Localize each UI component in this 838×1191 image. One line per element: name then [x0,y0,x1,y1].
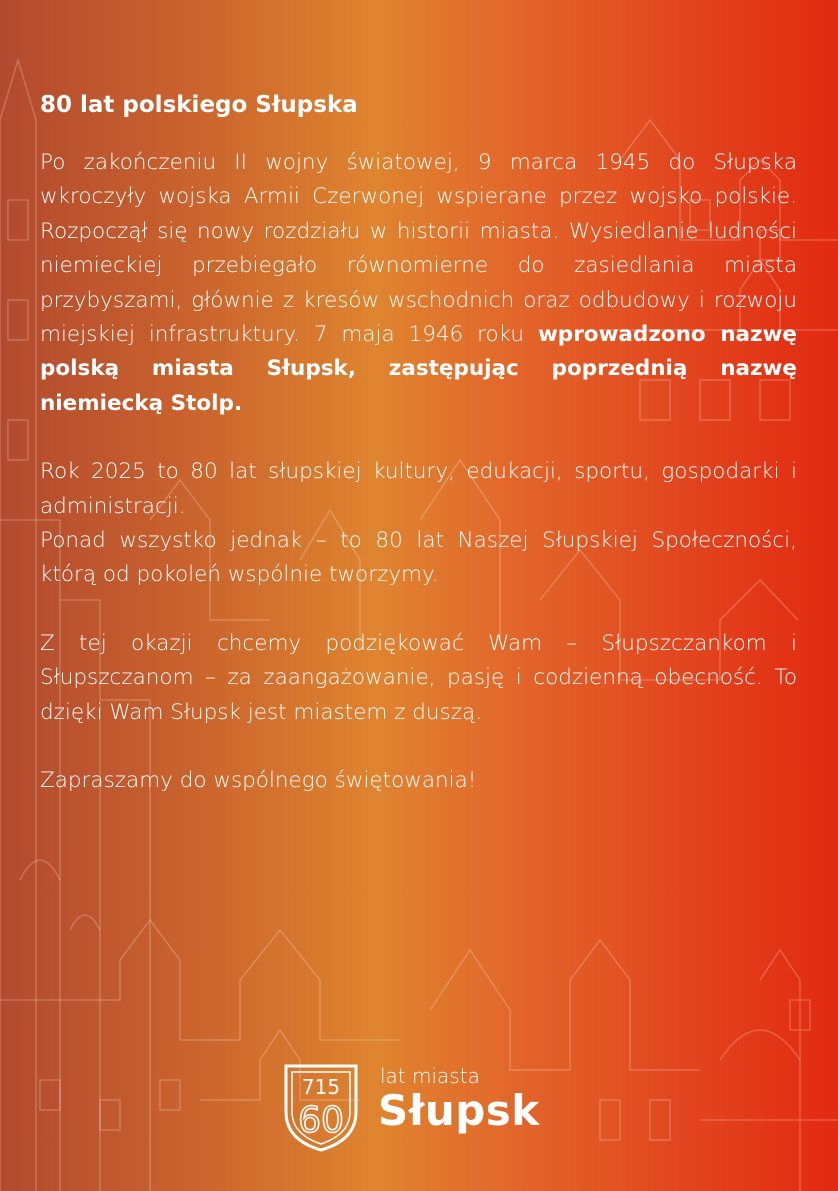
paragraph-thanks: Z tej okazji chcemy podziękować Wam – Słupszczankom i Słupszczanom – za zaangażowanie, pasję i codzienną obecność. To dzięki Wam Słupsk jest miastem z duszą. [40,630,797,725]
paragraph-history [40,146,797,421]
paragraph-history-text: Po zakończeniu II wojny światowej, 9 marca 1945 do Słupska wkroczyły wojska Armii Czerwonej wspierane przez wojsko polskie. Rozpoczął się nowy rozdziału w historii miasta. Wysiedlanie ludności niemieckiej przebiegało równomierne do zasiedlania miasta przybyszami, głównie z kresów wschodnich oraz odbudowy i rozwoju miejskiej infrastruktury. 7 maja 1946 roku [40,150,797,348]
paragraph-history-bold: wprowadzono nazwę polską miasta Słupsk, zastępując poprzednią nazwę niemiecką Stolp. [40,322,797,416]
paragraph-community: Ponad wszystko jednak – to 80 lat Naszej Słupskiej Społeczności, którą od pokoleń wspólnie tworzymy. [40,528,797,588]
emblem-main-digits: 60 [298,1100,344,1141]
shield-emblem-icon [282,1062,360,1152]
paragraph-invitation: Zapraszamy do wspólnego świętowania! [40,768,477,794]
logo-city-name: Słupsk [378,1086,540,1135]
logo-subtitle: lat miasta [380,1064,480,1088]
emblem-top-digits: 715 [301,1075,341,1099]
document-body [40,90,797,799]
page-title: 80 lat polskiego Słupska [40,92,358,118]
paragraph-anniversary: Rok 2025 to 80 lat słupskiej kultury, edukacji, sportu, gospodarki i administracji. [40,459,797,519]
city-logo [282,1062,572,1152]
